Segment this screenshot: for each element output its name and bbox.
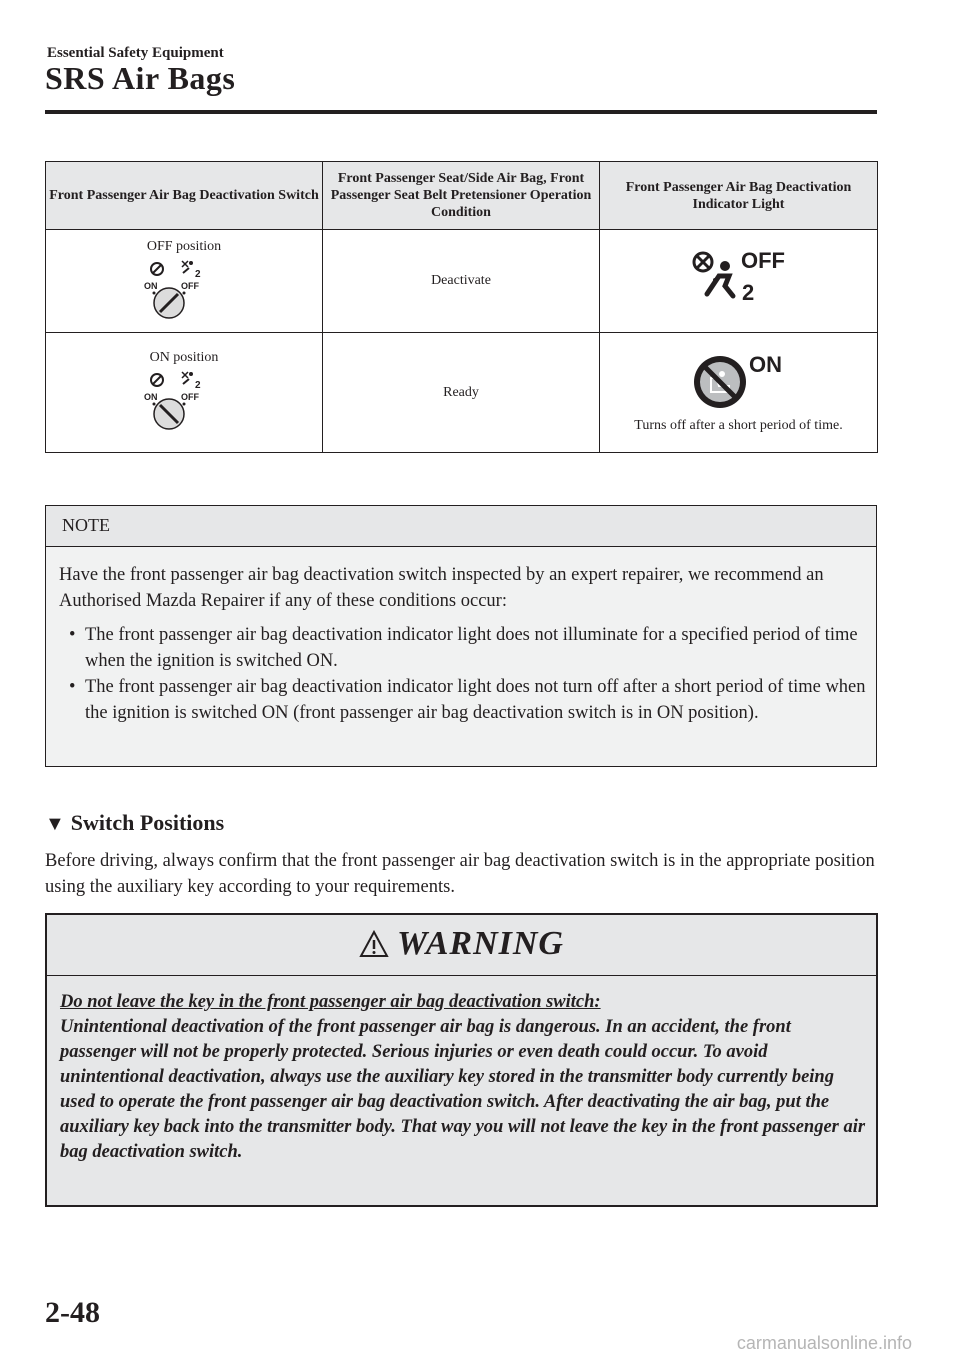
table-cell-switch [46,333,323,453]
table-cell-indicator [600,333,878,453]
warning-title [47,925,876,963]
switch-off-label: OFF [181,280,199,291]
indicator-off-text: OFF [740,247,785,273]
note-box [45,505,877,767]
indicator-note: Turns off after a short period of time. [634,417,843,433]
switch-position-label: OFF position [146,238,222,254]
triangle-down-icon: ▼ [45,813,65,835]
page-number: 2-48 [45,1296,100,1329]
table-cell-indicator [600,230,878,333]
note-heading: NOTE [62,515,110,535]
warning-heading: WARNING [397,925,564,962]
switch-on-icon [139,370,229,430]
note-list [59,622,867,726]
airbag-on-indicator-icon [689,352,789,410]
title-rule [45,110,877,114]
airbag-off-indicator-icon [689,246,789,312]
switch-positions-heading: ▼ Switch Positions [45,810,225,835]
warning-box [45,913,878,1207]
warning-lead: Do not leave the key in the front passenger air bag deactivation switch: [60,992,601,1012]
page-title: SRS Air Bags [45,60,236,96]
table-cell-condition: Deactivate [323,230,600,333]
bullet-icon: • [69,677,76,697]
watermark: carmanualsonline.info [736,1333,912,1353]
note-body [59,562,867,726]
switch-position-label: ON position [149,350,219,365]
note-bullet: • The front passenger air bag deactivation indicator light does not turn off after a short period of time when the ignition is switched ON (front passenger air bag deactivation switch is in ON position). [59,674,867,726]
switch-positions-text: Before driving, always confirm that the front passenger air bag deactivation switch is in the appropriate position using the auxiliary key according to your requirements. [45,851,875,897]
switch-on-label: ON [144,392,158,402]
table-row [46,333,878,453]
table-row [46,230,878,333]
switch-number-label: 2 [195,268,201,280]
switch-table [45,161,878,453]
bullet-icon: • [69,625,76,645]
table-cell-condition: Ready [323,333,600,453]
switch-number-label: 2 [195,380,201,391]
warning-text: Unintentional deactivation of the front passenger air bag is dangerous. In an accident, the front passenger will not be properly protected. Serious injuries or even death could occur. To avoid unintentional deactivation, always use the auxiliary key stored in the transmitter body currently being used to operate the front passenger air bag deactivation switch. After deactivating the air bag, put the auxiliary key back into the transmitter body. That way you will not leave the key in the front passenger air bag deactivation switch. [60,1017,866,1162]
table-header-condition: Front Passenger Seat/Side Air Bag, Front Passenger Seat Belt Pretensioner Operation Condition [323,162,600,230]
note-intro: Have the front passenger air bag deactivation switch inspected by an expert repairer, we recommend an Authorised Mazda Repairer if any of these conditions occur: [59,565,824,611]
warning-header [47,915,876,976]
section-label: Essential Safety Equipment [47,45,224,61]
switch-off-icon [139,259,229,319]
table-cell-switch [46,230,323,333]
indicator-on-text: ON [748,351,782,377]
indicator-number: 2 [741,279,754,305]
table-header-indicator: Front Passenger Air Bag Deactivation Indicator Light [600,162,878,230]
table-header-row [46,162,878,230]
table-header-switch: Front Passenger Air Bag Deactivation Switch [46,162,323,230]
note-bullet: • The front passenger air bag deactivation indicator light does not illuminate for a specified period of time when the ignition is switched ON. [59,622,867,674]
switch-off-label: OFF [181,392,199,402]
warning-body [60,990,868,1165]
switch-on-label: ON [144,280,158,291]
note-header [46,506,876,547]
warning-triangle-icon [359,930,389,958]
